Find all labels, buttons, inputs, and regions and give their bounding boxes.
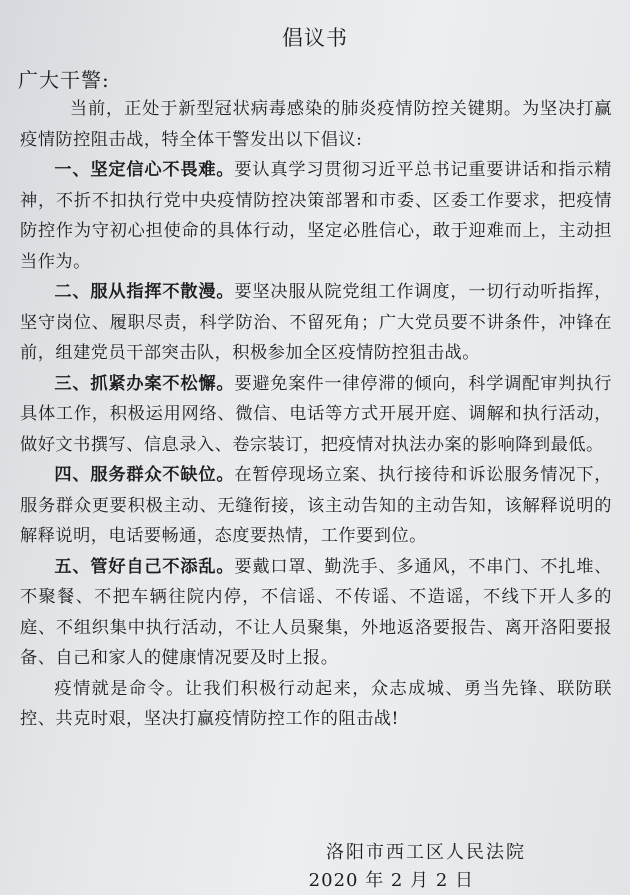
proposal-text-5: 要戴口罩、勤洗手、多通风，不串门、不扎堆、不聚餐、不把车辆往院内停，不信谣、不传谣、不造谣，不线下开人多的庭、不组织集中执行活动，不让人员聚集，外地返洛要报告、离开洛阳要报备、自己和家人的健康情况要及时上报。 — [20, 556, 612, 668]
document-date: 2020 年 2 月 2 日 — [308, 870, 474, 891]
proposal-heading-4: 四、服务群众不缺位。 — [54, 465, 235, 485]
document-body — [20, 94, 612, 735]
proposal-heading-5: 五、管好自己不添乱。 — [54, 556, 235, 577]
signature: 洛阳市西工区人民法院 — [326, 842, 526, 863]
proposal-heading-1: 一、坚定信心不畏难。 — [54, 160, 235, 180]
proposal-text-2: 要坚决服从院党组工作调度，一切行动听指挥，坚守岗位、履职尽责，科学防治、不留死角；广大党员要不讲条件，冲锋在前，组建党员干部突击队，积极参加全区疫情防控狙击战。 — [20, 282, 612, 363]
intro-paragraph: 当前，正处于新型冠状病毒感染的肺炎疫情防控关键期。为坚决打赢疫情防控阻击战，特全体干警发出以下倡议: — [20, 99, 612, 150]
proposal-item-4 — [20, 460, 612, 552]
document-title: 倡议书 — [282, 26, 348, 50]
proposal-item-1 — [20, 155, 612, 277]
proposal-heading-2: 二、服从指挥不散漫。 — [54, 282, 235, 302]
proposal-item-5 — [20, 552, 612, 674]
proposal-item-3 — [20, 369, 612, 461]
proposal-text-1: 要认真学习贯彻习近平总书记重要讲话和指示精神，不折不扣执行党中央疫情防控决策部署和市委、区委工作要求，把疫情防控作为守初心担使命的具体行动，坚定必胜信心，敢于迎难而上，主动担当作为。 — [20, 160, 612, 272]
proposal-heading-3: 三、抓紧办案不松懈。 — [54, 373, 235, 394]
proposal-item-2 — [20, 277, 612, 369]
closing-paragraph: 疫情就是命令。让我们积极行动起来，众志成城、勇当先锋、联防联控、共克时艰，坚决打赢疫情防控工作的阻击战! — [20, 678, 612, 729]
salutation: 广大干警: — [18, 68, 110, 92]
proposal-text-3: 要避免案件一律停滞的倾向，科学调配审判执行具体工作，积极运用网络、微信、电话等方式开展开庭、调解和执行活动，做好文书撰写、信息录入、卷宗装订，把疫情对执法办案的影响降到最低。 — [20, 373, 612, 455]
proposal-text-4: 在暂停现场立案、执行接待和诉讼服务情况下，服务群众更要积极主动、无缝衔接，该主动告知的主动告知，该解释说明的解释说明，电话要畅通，态度要热情，工作要到位。 — [20, 465, 612, 546]
